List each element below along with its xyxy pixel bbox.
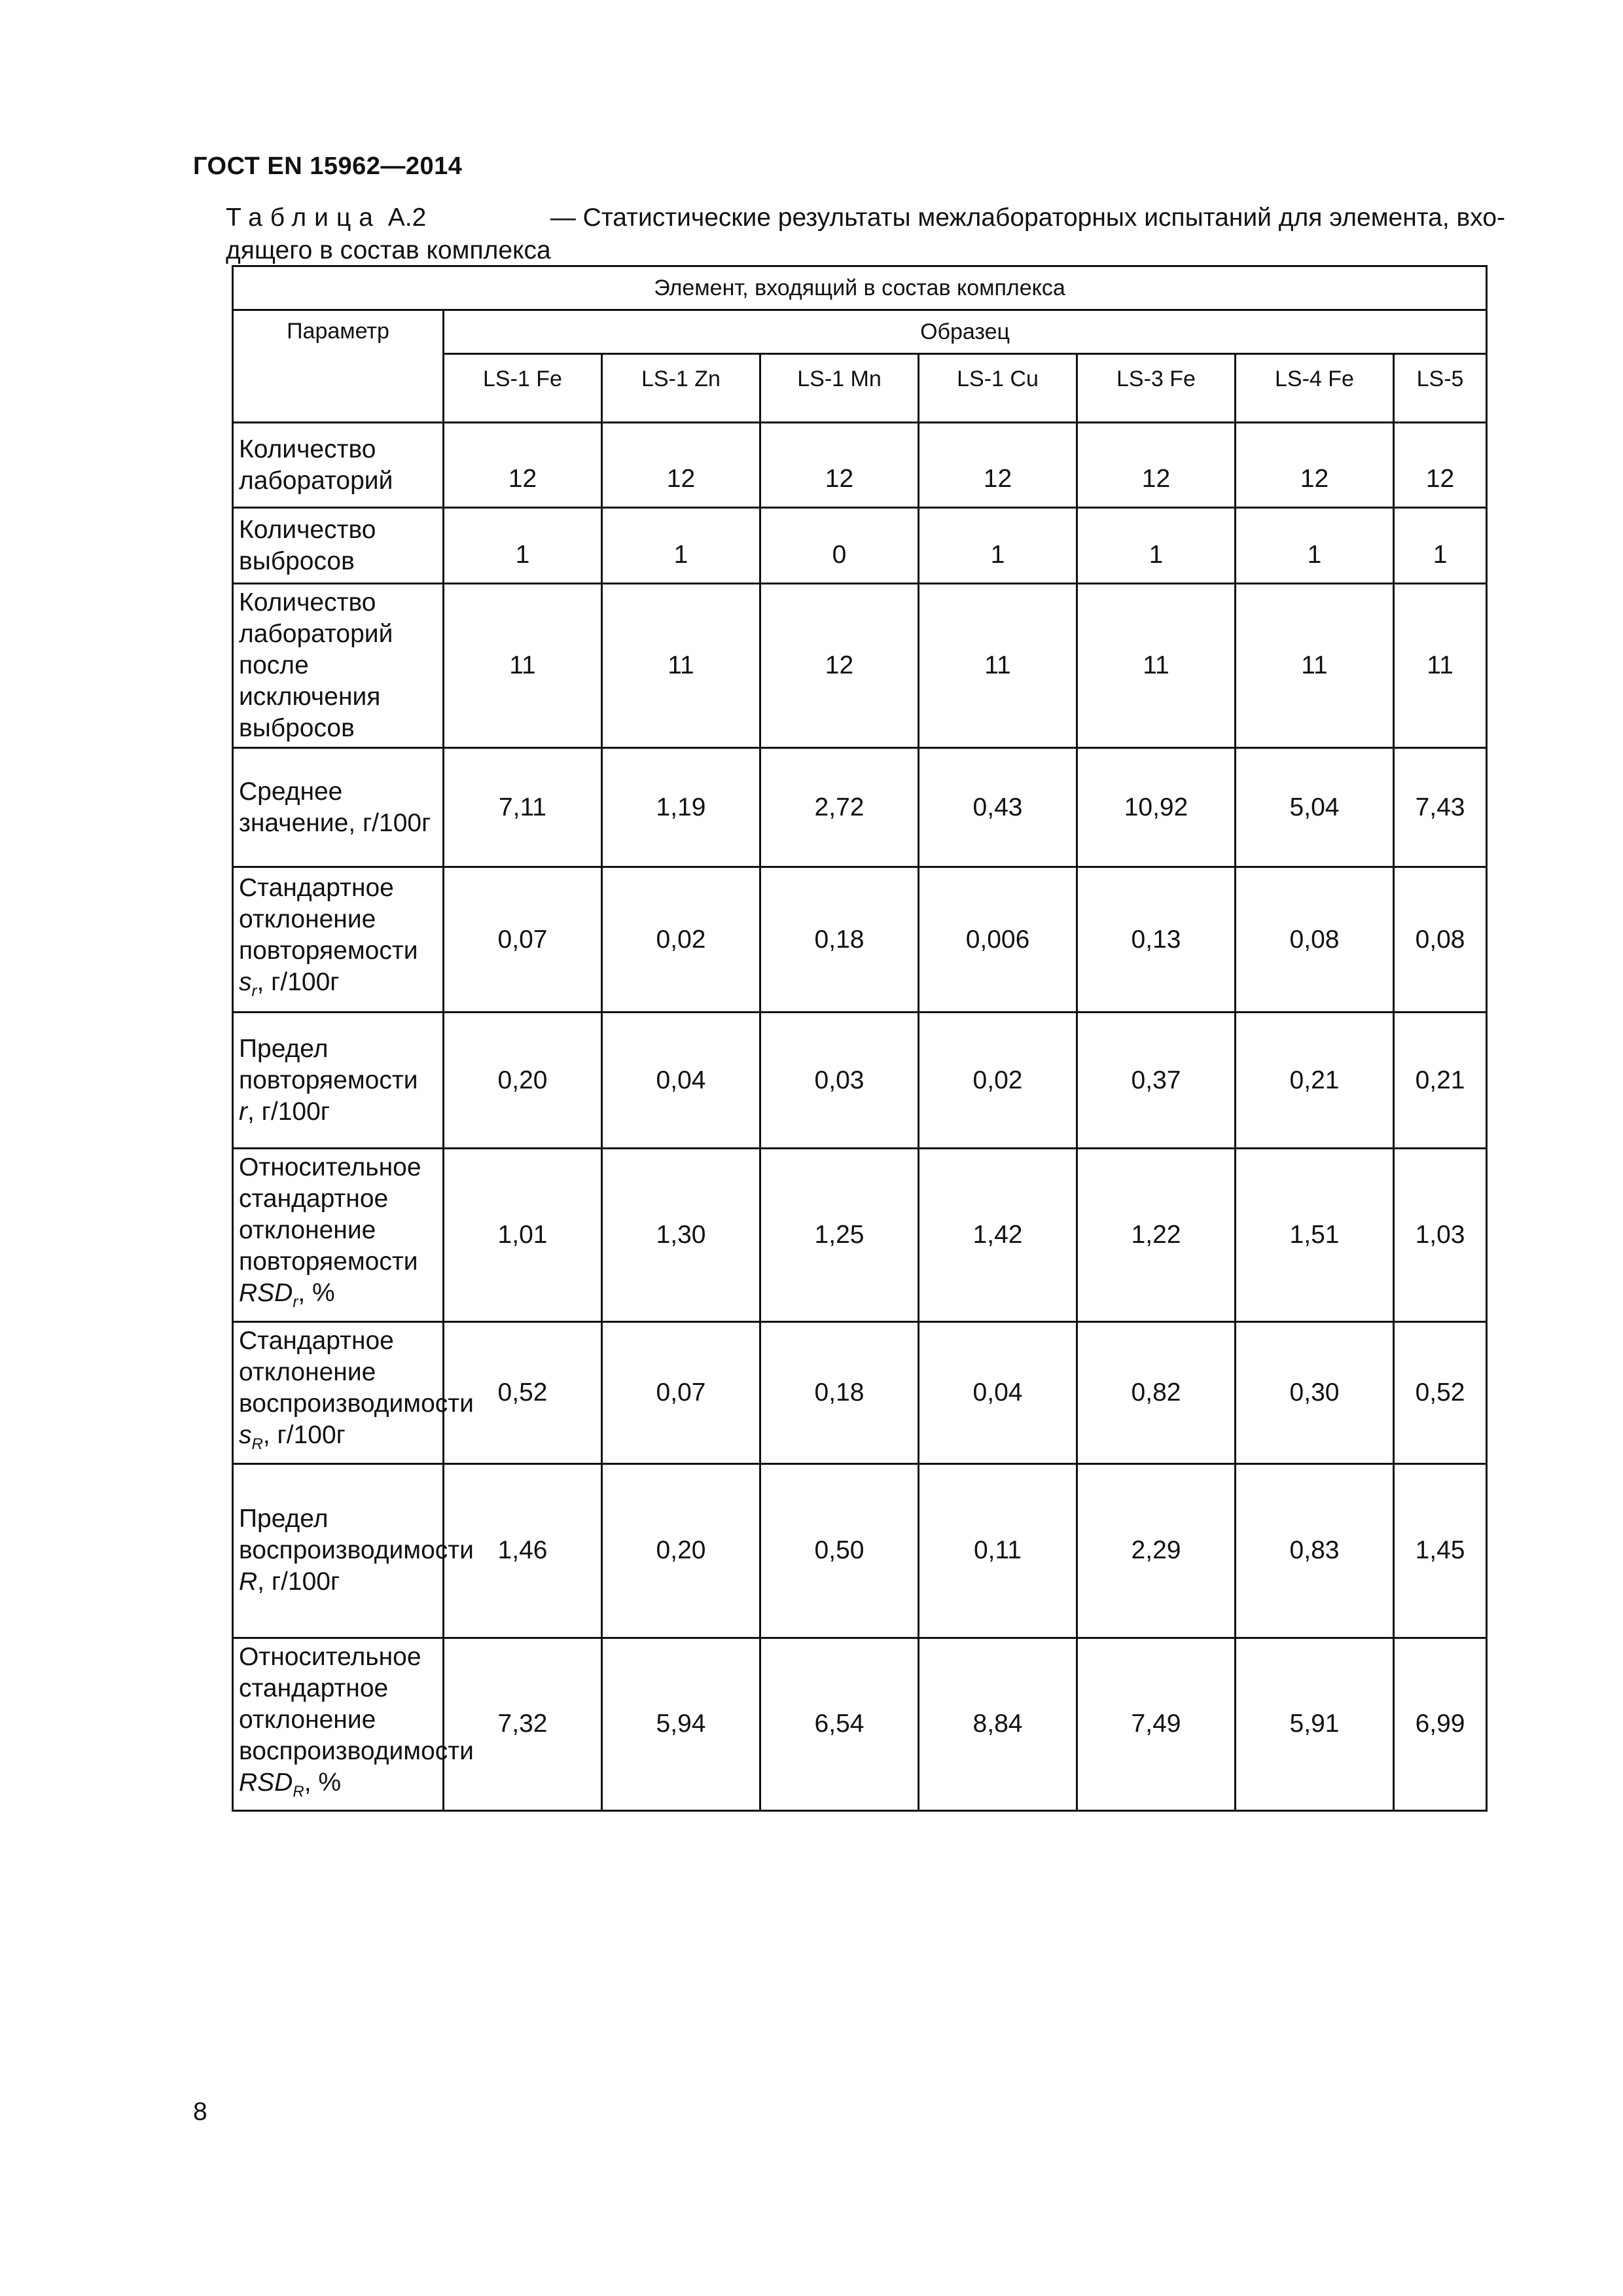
parameter-symbol: R bbox=[239, 1568, 258, 1596]
value-cell: 0,43 bbox=[919, 748, 1077, 867]
parameter-cell bbox=[233, 508, 444, 584]
value-cell: 2,72 bbox=[760, 748, 919, 867]
parameter-unit: , г/100г bbox=[262, 1420, 346, 1449]
parameter-cell bbox=[233, 1149, 444, 1322]
sample-group-row bbox=[233, 310, 1487, 354]
caption-number: А.2 bbox=[387, 204, 427, 232]
value-cell: 0,50 bbox=[760, 1463, 919, 1638]
value-cell: 0,07 bbox=[444, 867, 602, 1013]
value-cell: 1,01 bbox=[444, 1149, 602, 1322]
value-cell: 0,08 bbox=[1394, 867, 1487, 1013]
parameter-subscript: r bbox=[293, 1293, 298, 1311]
value-cell: 0,18 bbox=[760, 867, 919, 1013]
parameter-cell bbox=[233, 1638, 474, 1811]
value-cell: 11 bbox=[602, 584, 760, 748]
sample-group-header: Образец bbox=[444, 310, 1487, 354]
parameter-symbol: RSD bbox=[239, 1768, 293, 1797]
caption-line-1 bbox=[226, 202, 1505, 234]
value-cell: 0,83 bbox=[1236, 1463, 1394, 1638]
parameter-name: Предел повторяемости bbox=[239, 1034, 418, 1094]
value-cell: 1,22 bbox=[1077, 1149, 1236, 1322]
parameter-unit: , г/100г bbox=[257, 967, 340, 996]
parameter-unit: , % bbox=[304, 1768, 342, 1797]
value-cell: 7,49 bbox=[1077, 1638, 1236, 1811]
parameter-unit: , г/100г bbox=[257, 1568, 340, 1596]
value-cell: 0,82 bbox=[1077, 1321, 1236, 1463]
parameter-unit: , % bbox=[298, 1279, 335, 1307]
parameter-name: Количество лабораторий после исключения выбросов bbox=[239, 588, 393, 742]
document-header: ГОСТ EN 15962—2014 bbox=[193, 152, 463, 180]
value-cell: 0,37 bbox=[1077, 1013, 1236, 1149]
value-cell: 0,21 bbox=[1394, 1013, 1487, 1149]
parameter-cell bbox=[233, 1013, 444, 1149]
value-cell: 0,13 bbox=[1077, 867, 1236, 1013]
parameter-subscript: R bbox=[293, 1782, 304, 1801]
value-cell: 0,18 bbox=[760, 1321, 919, 1463]
table-body bbox=[233, 423, 1487, 1811]
value-cell: 1 bbox=[1394, 508, 1487, 584]
value-cell: 0,52 bbox=[444, 1321, 602, 1463]
value-cell: 0,02 bbox=[602, 867, 760, 1013]
value-cell: 12 bbox=[1236, 423, 1394, 508]
page-number: 8 bbox=[193, 2098, 207, 2126]
group-header-row bbox=[233, 266, 1487, 310]
value-cell: 0,21 bbox=[1236, 1013, 1394, 1149]
table-row bbox=[233, 1149, 1487, 1322]
value-cell: 0,006 bbox=[919, 867, 1077, 1013]
value-cell: 11 bbox=[919, 584, 1077, 748]
value-cell: 0,52 bbox=[1394, 1321, 1487, 1463]
value-cell: 5,94 bbox=[602, 1638, 760, 1811]
value-cell: 1,25 bbox=[760, 1149, 919, 1322]
parameter-cell bbox=[233, 423, 444, 508]
parameter-symbol: RSD bbox=[239, 1279, 293, 1307]
value-cell: 0,30 bbox=[1236, 1321, 1394, 1463]
value-cell: 12 bbox=[919, 423, 1077, 508]
sample-header: LS-3 Fe bbox=[1077, 354, 1236, 423]
sample-header: LS-5 bbox=[1394, 354, 1487, 423]
value-cell: 0,20 bbox=[602, 1463, 760, 1638]
value-cell: 12 bbox=[760, 584, 919, 748]
results-table bbox=[232, 265, 1488, 1812]
table-row bbox=[233, 508, 1487, 584]
value-cell: 0,04 bbox=[602, 1013, 760, 1149]
value-cell: 1,46 bbox=[444, 1463, 602, 1638]
table-row bbox=[233, 1638, 1487, 1811]
parameter-name: Относительное стандартное отклонение повторяемости bbox=[239, 1153, 421, 1276]
parameter-subscript: R bbox=[251, 1435, 263, 1453]
parameter-name: Среднее значение, г/100г bbox=[239, 777, 431, 837]
value-cell: 0,02 bbox=[919, 1013, 1077, 1149]
value-cell: 10,92 bbox=[1077, 748, 1236, 867]
value-cell: 6,54 bbox=[760, 1638, 919, 1811]
value-cell: 1 bbox=[444, 508, 602, 584]
parameter-name: Относительное стандартное отклонение воспроизводимости bbox=[239, 1642, 474, 1765]
value-cell: 1 bbox=[602, 508, 760, 584]
value-cell: 12 bbox=[1077, 423, 1236, 508]
parameter-symbol: r bbox=[239, 1097, 247, 1126]
value-cell: 5,91 bbox=[1236, 1638, 1394, 1811]
value-cell: 11 bbox=[1236, 584, 1394, 748]
value-cell: 7,11 bbox=[444, 748, 602, 867]
parameter-cell bbox=[233, 584, 444, 748]
value-cell: 1 bbox=[1236, 508, 1394, 584]
parameter-unit: , г/100г bbox=[247, 1097, 330, 1126]
table-row bbox=[233, 1321, 1487, 1463]
caption-title: — Статистические результаты межлабораторных испытаний для элемента, вхо- bbox=[550, 204, 1505, 232]
sample-header: LS-1 Mn bbox=[760, 354, 919, 423]
value-cell: 1,03 bbox=[1394, 1149, 1487, 1322]
value-cell: 8,84 bbox=[919, 1638, 1077, 1811]
parameter-symbol: s bbox=[239, 967, 252, 996]
value-cell: 1,51 bbox=[1236, 1149, 1394, 1322]
value-cell: 11 bbox=[1394, 584, 1487, 748]
parameter-name: Количество лабораторий bbox=[239, 435, 393, 495]
value-cell: 0 bbox=[760, 508, 919, 584]
value-cell: 11 bbox=[444, 584, 602, 748]
sample-header: LS-1 Fe bbox=[444, 354, 602, 423]
parameter-symbol: s bbox=[239, 1420, 252, 1449]
value-cell: 1 bbox=[1077, 508, 1236, 584]
sample-header: LS-1 Cu bbox=[919, 354, 1077, 423]
sample-header: LS-4 Fe bbox=[1236, 354, 1394, 423]
value-cell: 7,43 bbox=[1394, 748, 1487, 867]
table-row bbox=[233, 584, 1487, 748]
value-cell: 0,11 bbox=[919, 1463, 1077, 1638]
value-cell: 12 bbox=[444, 423, 602, 508]
value-cell: 2,29 bbox=[1077, 1463, 1236, 1638]
value-cell: 1,45 bbox=[1394, 1463, 1487, 1638]
table-caption bbox=[226, 202, 1505, 267]
parameter-name: Количество выбросов bbox=[239, 515, 376, 575]
value-cell: 5,04 bbox=[1236, 748, 1394, 867]
parameter-cell bbox=[233, 748, 444, 867]
parameter-cell bbox=[233, 1321, 474, 1463]
parameter-name: Предел воспроизводимости bbox=[239, 1505, 474, 1565]
value-cell: 1,19 bbox=[602, 748, 760, 867]
value-cell: 12 bbox=[760, 423, 919, 508]
parameter-name: Стандартное отклонение повторяемости bbox=[239, 873, 418, 965]
caption-prefix: Таблица bbox=[226, 204, 381, 232]
param-header: Параметр bbox=[233, 310, 444, 423]
table-row bbox=[233, 1013, 1487, 1149]
value-cell: 12 bbox=[602, 423, 760, 508]
value-cell: 1 bbox=[919, 508, 1077, 584]
group-header: Элемент, входящий в состав комплекса bbox=[233, 266, 1487, 310]
value-cell: 12 bbox=[1394, 423, 1487, 508]
caption-line-2: дящего в состав комплекса bbox=[226, 236, 551, 264]
parameter-subscript: r bbox=[251, 982, 257, 1000]
parameter-name: Стандартное отклонение воспроизводимости bbox=[239, 1326, 474, 1418]
value-cell: 6,99 bbox=[1394, 1638, 1487, 1811]
value-cell: 11 bbox=[1077, 584, 1236, 748]
table-row bbox=[233, 423, 1487, 508]
value-cell: 0,08 bbox=[1236, 867, 1394, 1013]
value-cell: 0,20 bbox=[444, 1013, 602, 1149]
parameter-cell bbox=[233, 1463, 474, 1638]
table-row bbox=[233, 867, 1487, 1013]
value-cell: 1,30 bbox=[602, 1149, 760, 1322]
value-cell: 7,32 bbox=[444, 1638, 602, 1811]
value-cell: 0,04 bbox=[919, 1321, 1077, 1463]
parameter-cell bbox=[233, 867, 444, 1013]
table-row bbox=[233, 1463, 1487, 1638]
table-row bbox=[233, 748, 1487, 867]
sample-header: LS-1 Zn bbox=[602, 354, 760, 423]
value-cell: 0,07 bbox=[602, 1321, 760, 1463]
value-cell: 1,42 bbox=[919, 1149, 1077, 1322]
value-cell: 0,03 bbox=[760, 1013, 919, 1149]
